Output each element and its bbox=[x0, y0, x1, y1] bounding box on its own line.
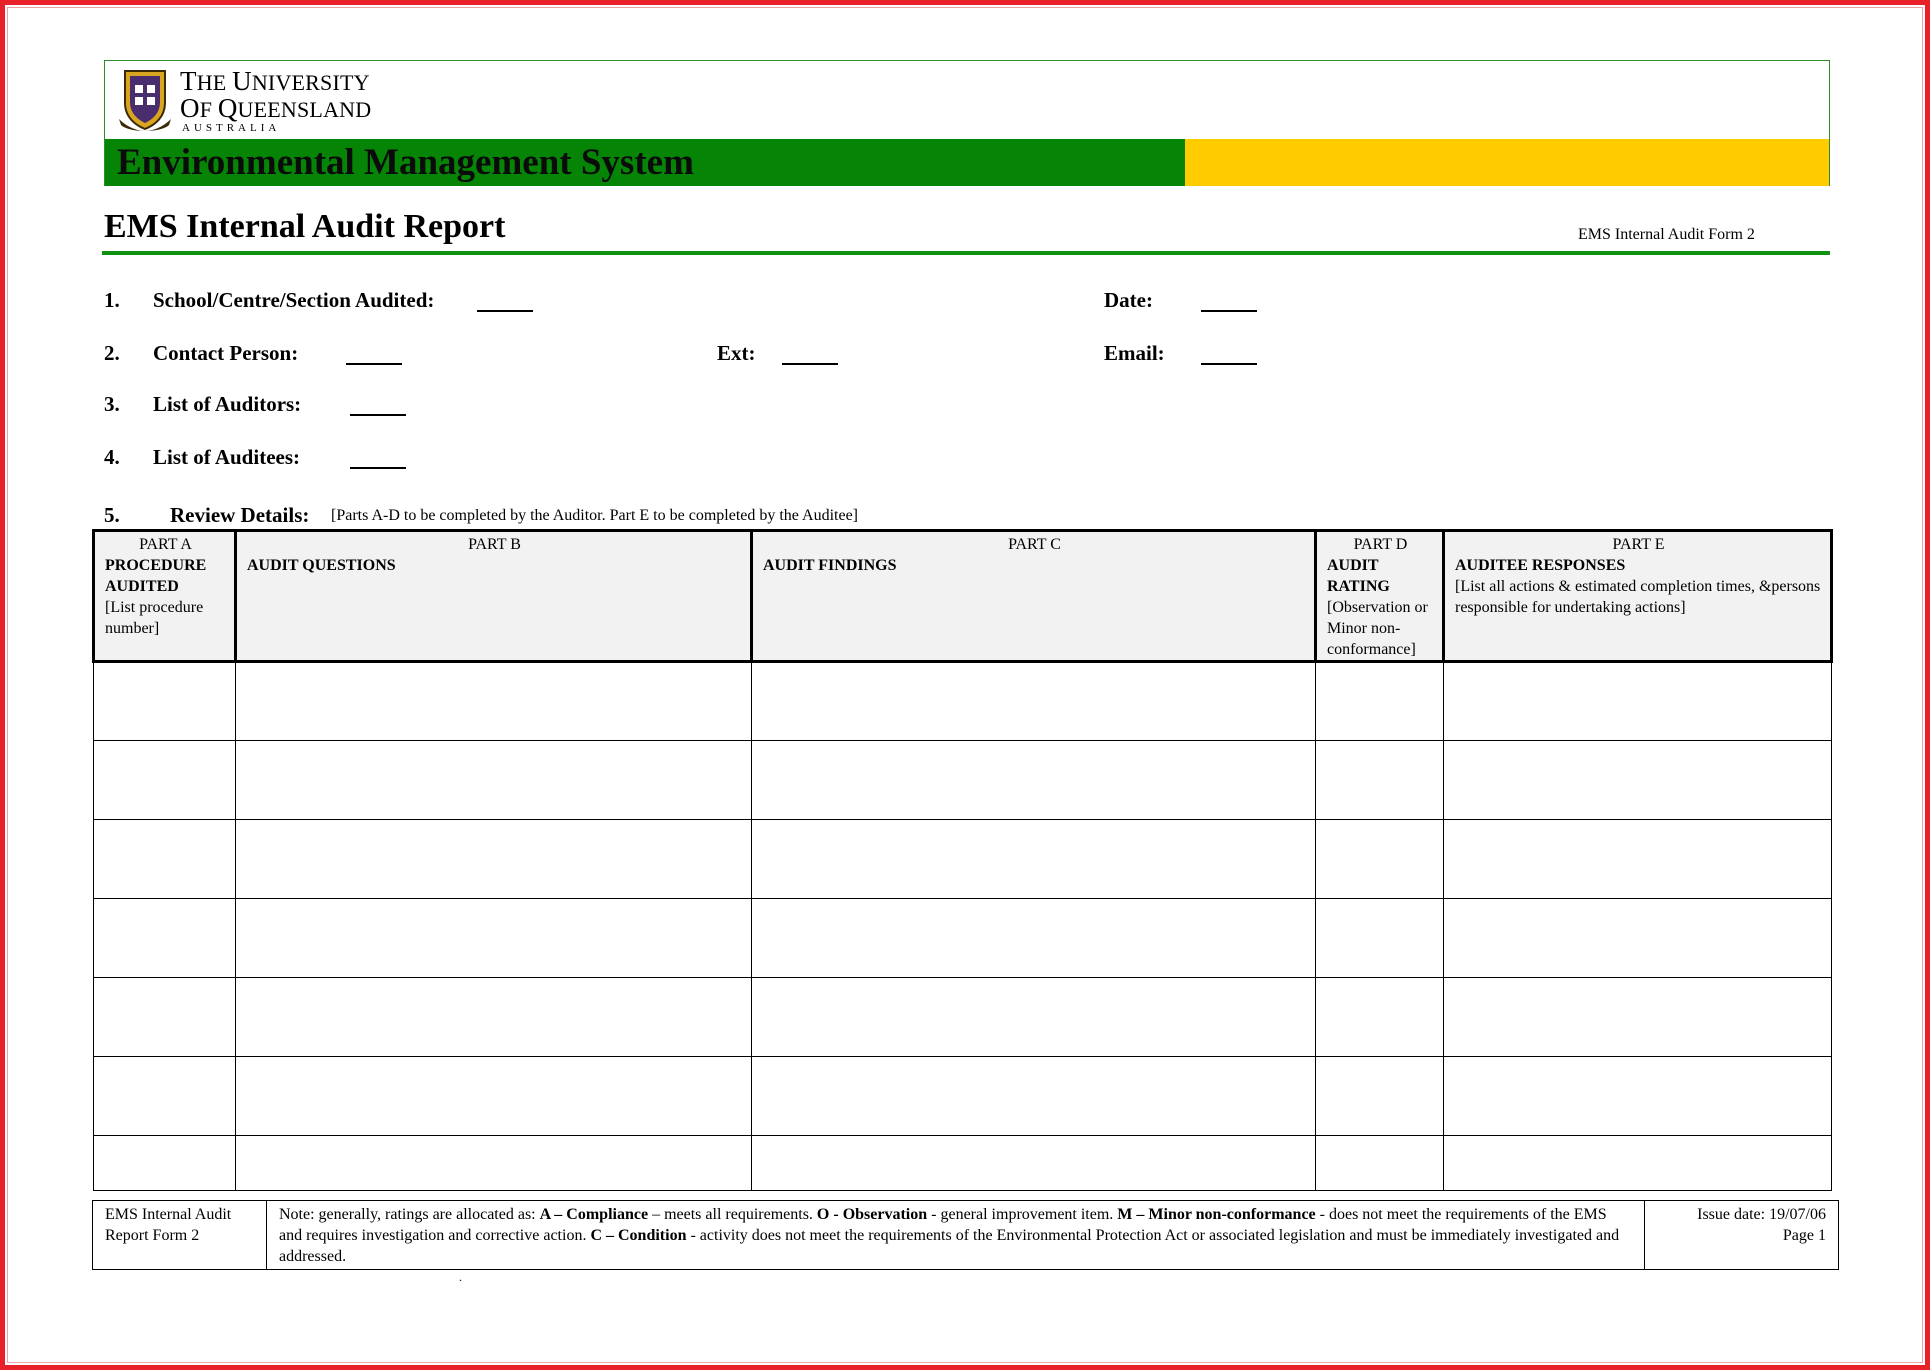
table-cell[interactable] bbox=[94, 662, 236, 741]
table-cell[interactable] bbox=[1444, 1136, 1832, 1191]
table-cell[interactable] bbox=[1316, 820, 1444, 899]
table-cell[interactable] bbox=[1444, 820, 1832, 899]
table-cell[interactable] bbox=[752, 820, 1316, 899]
table-cell[interactable] bbox=[1444, 741, 1832, 820]
table-cell[interactable] bbox=[236, 899, 752, 978]
table-cell[interactable] bbox=[752, 1136, 1316, 1191]
field-2-number: 2. bbox=[104, 341, 120, 365]
issue-date: Issue date: 19/07/06 bbox=[1697, 1206, 1826, 1223]
auditees-blank[interactable] bbox=[350, 467, 406, 469]
table-cell[interactable] bbox=[752, 741, 1316, 820]
table-header-row bbox=[94, 531, 1832, 662]
footer-dot: . bbox=[459, 1270, 462, 1284]
university-crest-icon bbox=[117, 67, 173, 135]
contact-person-blank[interactable] bbox=[346, 363, 402, 365]
audit-table-body bbox=[94, 662, 1832, 1191]
logo-subtitle: AUSTRALIA bbox=[182, 122, 281, 134]
table-cell[interactable] bbox=[1316, 662, 1444, 741]
table-cell[interactable] bbox=[236, 978, 752, 1057]
column-header-part-d: PART D AUDIT RATING [Observation or Minor non-conformance] bbox=[1316, 531, 1444, 662]
table-cell[interactable] bbox=[1316, 741, 1444, 820]
table-cell[interactable] bbox=[1444, 978, 1832, 1057]
table-row bbox=[94, 820, 1832, 899]
field-4-label: List of Auditees: bbox=[153, 445, 300, 469]
table-row bbox=[94, 741, 1832, 820]
table-cell[interactable] bbox=[236, 820, 752, 899]
table-cell[interactable] bbox=[94, 1136, 236, 1191]
report-title: EMS Internal Audit Report bbox=[104, 208, 506, 245]
table-cell[interactable] bbox=[752, 978, 1316, 1057]
table-cell[interactable] bbox=[1316, 978, 1444, 1057]
field-1-label: School/Centre/Section Audited: bbox=[153, 288, 435, 312]
table-cell[interactable] bbox=[236, 1136, 752, 1191]
email-blank[interactable] bbox=[1201, 363, 1257, 365]
yellow-banner-bar bbox=[1185, 139, 1829, 186]
table-cell[interactable] bbox=[94, 820, 236, 899]
footer-rating-note: Note: generally, ratings are allocated as: A – Compliance – meets all requirements. O - Observation - general improvement item. M – Minor non-conformance - does not meet the requirements of the EMS and requires investigation and corrective action. C – Condition - activity does not meet the requirements of the Environmental Protection Act or associated legislation and must be immediately investigated and addressed. bbox=[267, 1201, 1645, 1270]
date-label: Date: bbox=[1104, 288, 1153, 312]
table-row bbox=[94, 1136, 1832, 1191]
table-cell[interactable] bbox=[94, 899, 236, 978]
field-2-label: Contact Person: bbox=[153, 341, 299, 365]
table-row bbox=[94, 899, 1832, 978]
table-row bbox=[94, 1057, 1832, 1136]
form-code: EMS Internal Audit Form 2 bbox=[1578, 226, 1755, 243]
table-cell[interactable] bbox=[1444, 899, 1832, 978]
audit-table bbox=[92, 529, 1833, 1191]
ext-blank[interactable] bbox=[782, 363, 838, 365]
table-cell[interactable] bbox=[1444, 1057, 1832, 1136]
review-details-note: [Parts A-D to be completed by the Auditor. Part E to be completed by the Auditee] bbox=[331, 507, 858, 524]
field-1-number: 1. bbox=[104, 288, 120, 312]
table-cell[interactable] bbox=[1444, 662, 1832, 741]
table-cell[interactable] bbox=[1316, 1136, 1444, 1191]
table-cell[interactable] bbox=[94, 1057, 236, 1136]
footer-table bbox=[92, 1200, 1839, 1270]
column-header-part-a: PART A PROCEDURE AUDITED [List procedure number] bbox=[94, 531, 236, 662]
table-cell[interactable] bbox=[752, 899, 1316, 978]
email-label: Email: bbox=[1104, 341, 1165, 365]
page-number: Page 1 bbox=[1782, 1227, 1826, 1244]
footer-row bbox=[93, 1201, 1839, 1270]
column-header-part-c: PART C AUDIT FINDINGS bbox=[752, 531, 1316, 662]
table-cell[interactable] bbox=[94, 978, 236, 1057]
university-wordmark bbox=[180, 68, 371, 134]
table-row bbox=[94, 978, 1832, 1057]
table-cell[interactable] bbox=[236, 1057, 752, 1136]
document-header bbox=[104, 60, 1830, 186]
table-cell[interactable] bbox=[752, 662, 1316, 741]
review-details-label: Review Details: bbox=[170, 503, 310, 527]
table-cell[interactable] bbox=[752, 1057, 1316, 1136]
date-blank[interactable] bbox=[1201, 310, 1257, 312]
title-divider bbox=[102, 251, 1830, 255]
footer-issue-info bbox=[1645, 1201, 1839, 1270]
column-header-part-e: PART E AUDITEE RESPONSES [List all actions & estimated completion times, &persons responsible for undertaking actions] bbox=[1444, 531, 1832, 662]
table-cell[interactable] bbox=[236, 662, 752, 741]
auditors-blank[interactable] bbox=[350, 414, 406, 416]
ext-label: Ext: bbox=[717, 341, 756, 365]
table-cell[interactable] bbox=[94, 741, 236, 820]
field-5-number: 5. bbox=[104, 503, 120, 527]
field-3-label: List of Auditors: bbox=[153, 392, 302, 416]
field-3-number: 3. bbox=[104, 392, 120, 416]
ems-banner: Environmental Management System bbox=[105, 139, 1185, 186]
footer-form-name: EMS Internal Audit Report Form 2 bbox=[93, 1201, 267, 1270]
logo-line-2: OF QUEENSLAND bbox=[180, 93, 372, 123]
column-header-part-b: PART B AUDIT QUESTIONS bbox=[236, 531, 752, 662]
table-cell[interactable] bbox=[1316, 1057, 1444, 1136]
field-4-number: 4. bbox=[104, 445, 120, 469]
table-cell[interactable] bbox=[1316, 899, 1444, 978]
table-row bbox=[94, 662, 1832, 741]
school-audited-blank[interactable] bbox=[477, 310, 533, 312]
logo-line-1: THE UNIVERSITY bbox=[180, 66, 370, 96]
table-cell[interactable] bbox=[236, 741, 752, 820]
